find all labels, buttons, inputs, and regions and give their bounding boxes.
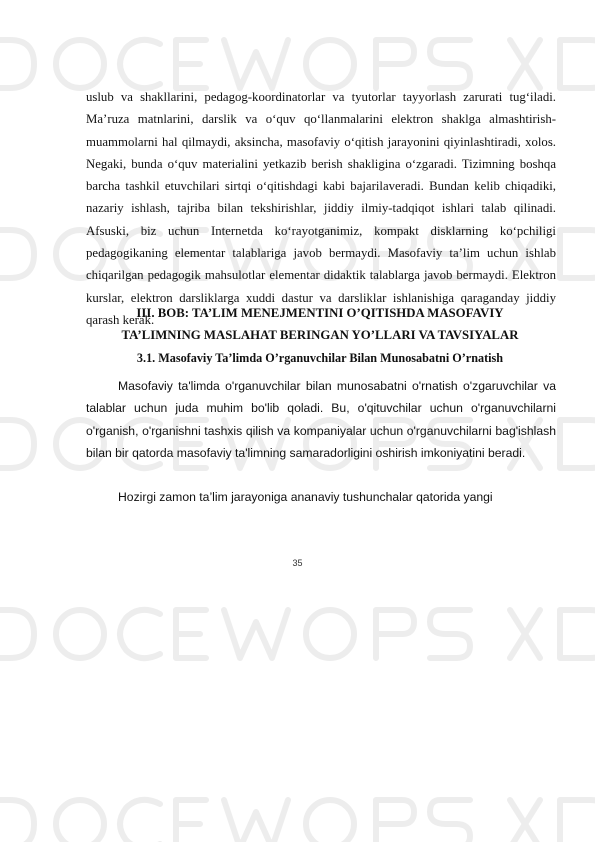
body-paragraph: uslub va shakllarini, pedagog-koordinatorlar va tyutorlar tayyorlash zarurati tug‘iladi. Ma’ruza matnlarini, darslik va o‘quv qo‘llanmalarini elektron shaklga almashtirish- muammolarni hal qilmaydi, aksincha, masofaviy o‘qitish jarayonini qiyinlashtiradi, xolos. Negaki, bunda o‘quv materialini yetkazib berish shakligina o‘zgaradi. Tizimning boshqa barcha tashkil etuvchilari sirtqi o‘qitishdagi kabi bajarilaveradi. Bundan kelib chiqadiki, nazariy ishlash, tajriba bilan tekshirishlar, jiddiy ilmiy-tadqiqot ishlari talab qilinadi. Afsuski, biz uchun Internetda ko‘rayotganimiz, kompakt disklarning ko‘pchiligi pedagogikaning elementar talablariga javob bermaydi. Masofaviy ta’lim uchun ishlab chiqarilgan pedagogik mahsulotlar elementar didaktik talablarga javob bermaydi. Elektron kurslar, elektron darsliklarga xuddi dastur va darsliklar ishlanishiga qaraganday jiddiy qarash kerak. xyxy=(86,90,556,327)
section-title: 3.1. Masofaviy Ta’limda O’rganuvchilar Bilan Munosabatni O’rnatish xyxy=(136,350,504,365)
body-paragraph: Hozirgi zamon ta’lim jarayoniga ananaviy tushunchalar qatorida yangi xyxy=(118,490,493,504)
chapter-title-line-1: III. BOB: TA’LIM MENEJMENTINI O’QITISHDA MASOFAVIY xyxy=(136,306,504,320)
chapter-title-line-2: TA’LIMNING MASLAHAT BERINGAN YO’LLARI VA TAVSIYALAR xyxy=(121,328,519,343)
chapter-heading xyxy=(80,302,560,369)
page-number: 35 xyxy=(292,558,303,568)
body-paragraph: Masofaviy ta'limda o'rganuvchilar bilan munosabatni o'rnatish o'zgaruvchilar va talablar uchun juda muhim bo'lib qoladi. Bu, o'qituvchilar uchun o'rganuvchilarni o'rganish, o'rganishni tashxis qilish va kompaniyalar uchun o'rganuvchilarni bag'ishlash bilan bir qatorda masofaviy ta'limning samaradorligini oshirish imkoniyatini beradi. xyxy=(86,379,556,460)
